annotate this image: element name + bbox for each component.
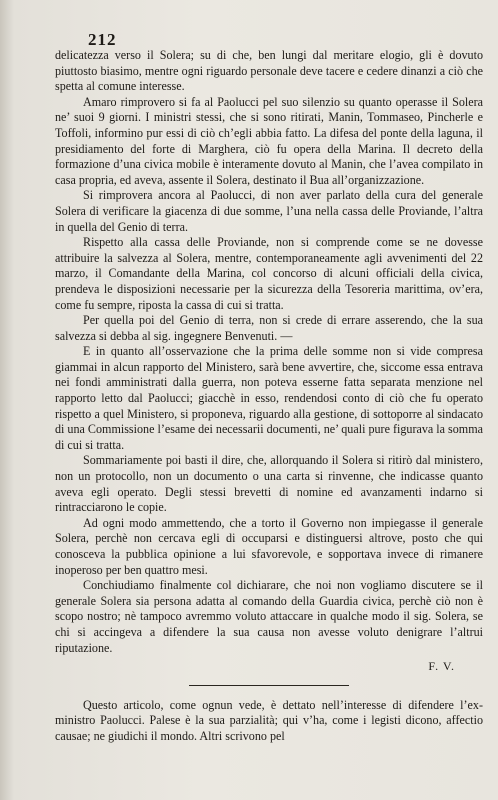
article-body bbox=[55, 48, 483, 745]
page-number: 212 bbox=[88, 30, 117, 49]
author-signature: F. V. bbox=[428, 659, 455, 674]
paragraph: Si rimprovera ancora al Paolucci, di non aver parlato della cura del generale Solera di verificare la giacenza di due somme, l’una nella cassa delle Proviande, l’altra in quella del Genio di terra. bbox=[55, 188, 483, 234]
paragraph: delicatezza verso il Solera; su di che, ben lungi dal meritare elogio, gli è dovuto piuttosto biasimo, mentre ogni riguardo personale deve tacere e cedere dinanzi a ciò che spetta al comune interesse. bbox=[55, 48, 483, 94]
paragraph: Conchiudiamo finalmente col dichiarare, che noi non vogliamo discutere se il generale Solera sia persona adatta al comando della Guardia civica, perchè ciò non è scopo nostro; nè tampoco avremmo voluto attaccare in qualche modo il sig. Solera, se chi si accingeva a difendere la sua causa non avesse voluto denigrare l’altrui riputazione. bbox=[55, 578, 483, 655]
paragraph: Per quella poi del Genio di terra, non si crede di errare asserendo, che la sua salvezza si debba al sig. ingegnere Benvenuti. — bbox=[55, 313, 483, 343]
paragraph: Rispetto alla cassa delle Proviande, non si comprende come se ne dovesse attribuire la salvezza al Solera, mentre, contemporaneamente agli avvenimenti del 22 marzo, il Comandante della Marina, col concorso di alcuni officiali della civica, prendeva le disposizioni necessarie per la sicurezza della Tesoreria marittima, ov’era, come fu sempre, riposta la cassa di cui si tratta. bbox=[55, 235, 483, 312]
paragraph: E in quanto all’osservazione che la prima delle somme non si vide compresa giammai in alcun rapporto del Ministero, sarà bene avvertire, che, siccome essa entrava nei fondi amministrati dalla guerra, non poteva esserne fatta separata menzione nel rapporto letto dal Paolucci; giacchè in esso, rendendosi conto di ciò che fu operato rispetto a quel Ministero, si proponeva, riguardo alla gestione, di sottoporre al sindacato di una Commissione l’esame dei necessarii documenti, ne’ quali pure figurava la somma di cui si tratta. bbox=[55, 344, 483, 452]
section-divider bbox=[189, 685, 349, 686]
editorial-comment: Questo articolo, come ognun vede, è dettato nell’interesse di difendere l’ex-ministro Paolucci. Palese è la sua parzialità; qui v’ha, come i legisti dicono, affectio causae; ne giudichi il mondo. Altri scrivono pel bbox=[55, 697, 483, 743]
paragraph: Ad ogni modo ammettendo, che a torto il Governo non impiegasse il generale Solera, perchè non cercava egli di occuparsi e distinguersi altrove, posto che qui conosceva la pubblica opinione a lui sfavorevole, e sopportava invece di rimanere inoperoso per ben quattro mesi. bbox=[55, 515, 483, 577]
paragraph: Sommariamente poi basti il dire, che, allorquando il Solera si ritirò dal ministero, non un protocollo, non un documento o una carta si rinvenne, che indicasse quanto aveva egli operato. Degli stessi brevetti di nomine ed avanzamenti indarno si rintracciarono le copie. bbox=[55, 453, 483, 515]
paragraph: Amaro rimprovero si fa al Paolucci pel suo silenzio su quanto operasse il Solera ne’ suoi 9 giorni. I ministri stessi, che si sono ritirati, Manin, Tommaseo, Pincherle e Toffoli, informino pur essi di ciò ch’egli abbia fatto. La difesa del ponte della laguna, il presidiamento del forte di Marghera, ciò fu opera della Marina. Il decreto della formazione d’una civica mobile è interamente dovuto al Manin, che l’avea compilato in casa propria, ed aveva, assente il Solera, destinato il Bua all’organizzazione. bbox=[55, 94, 483, 187]
